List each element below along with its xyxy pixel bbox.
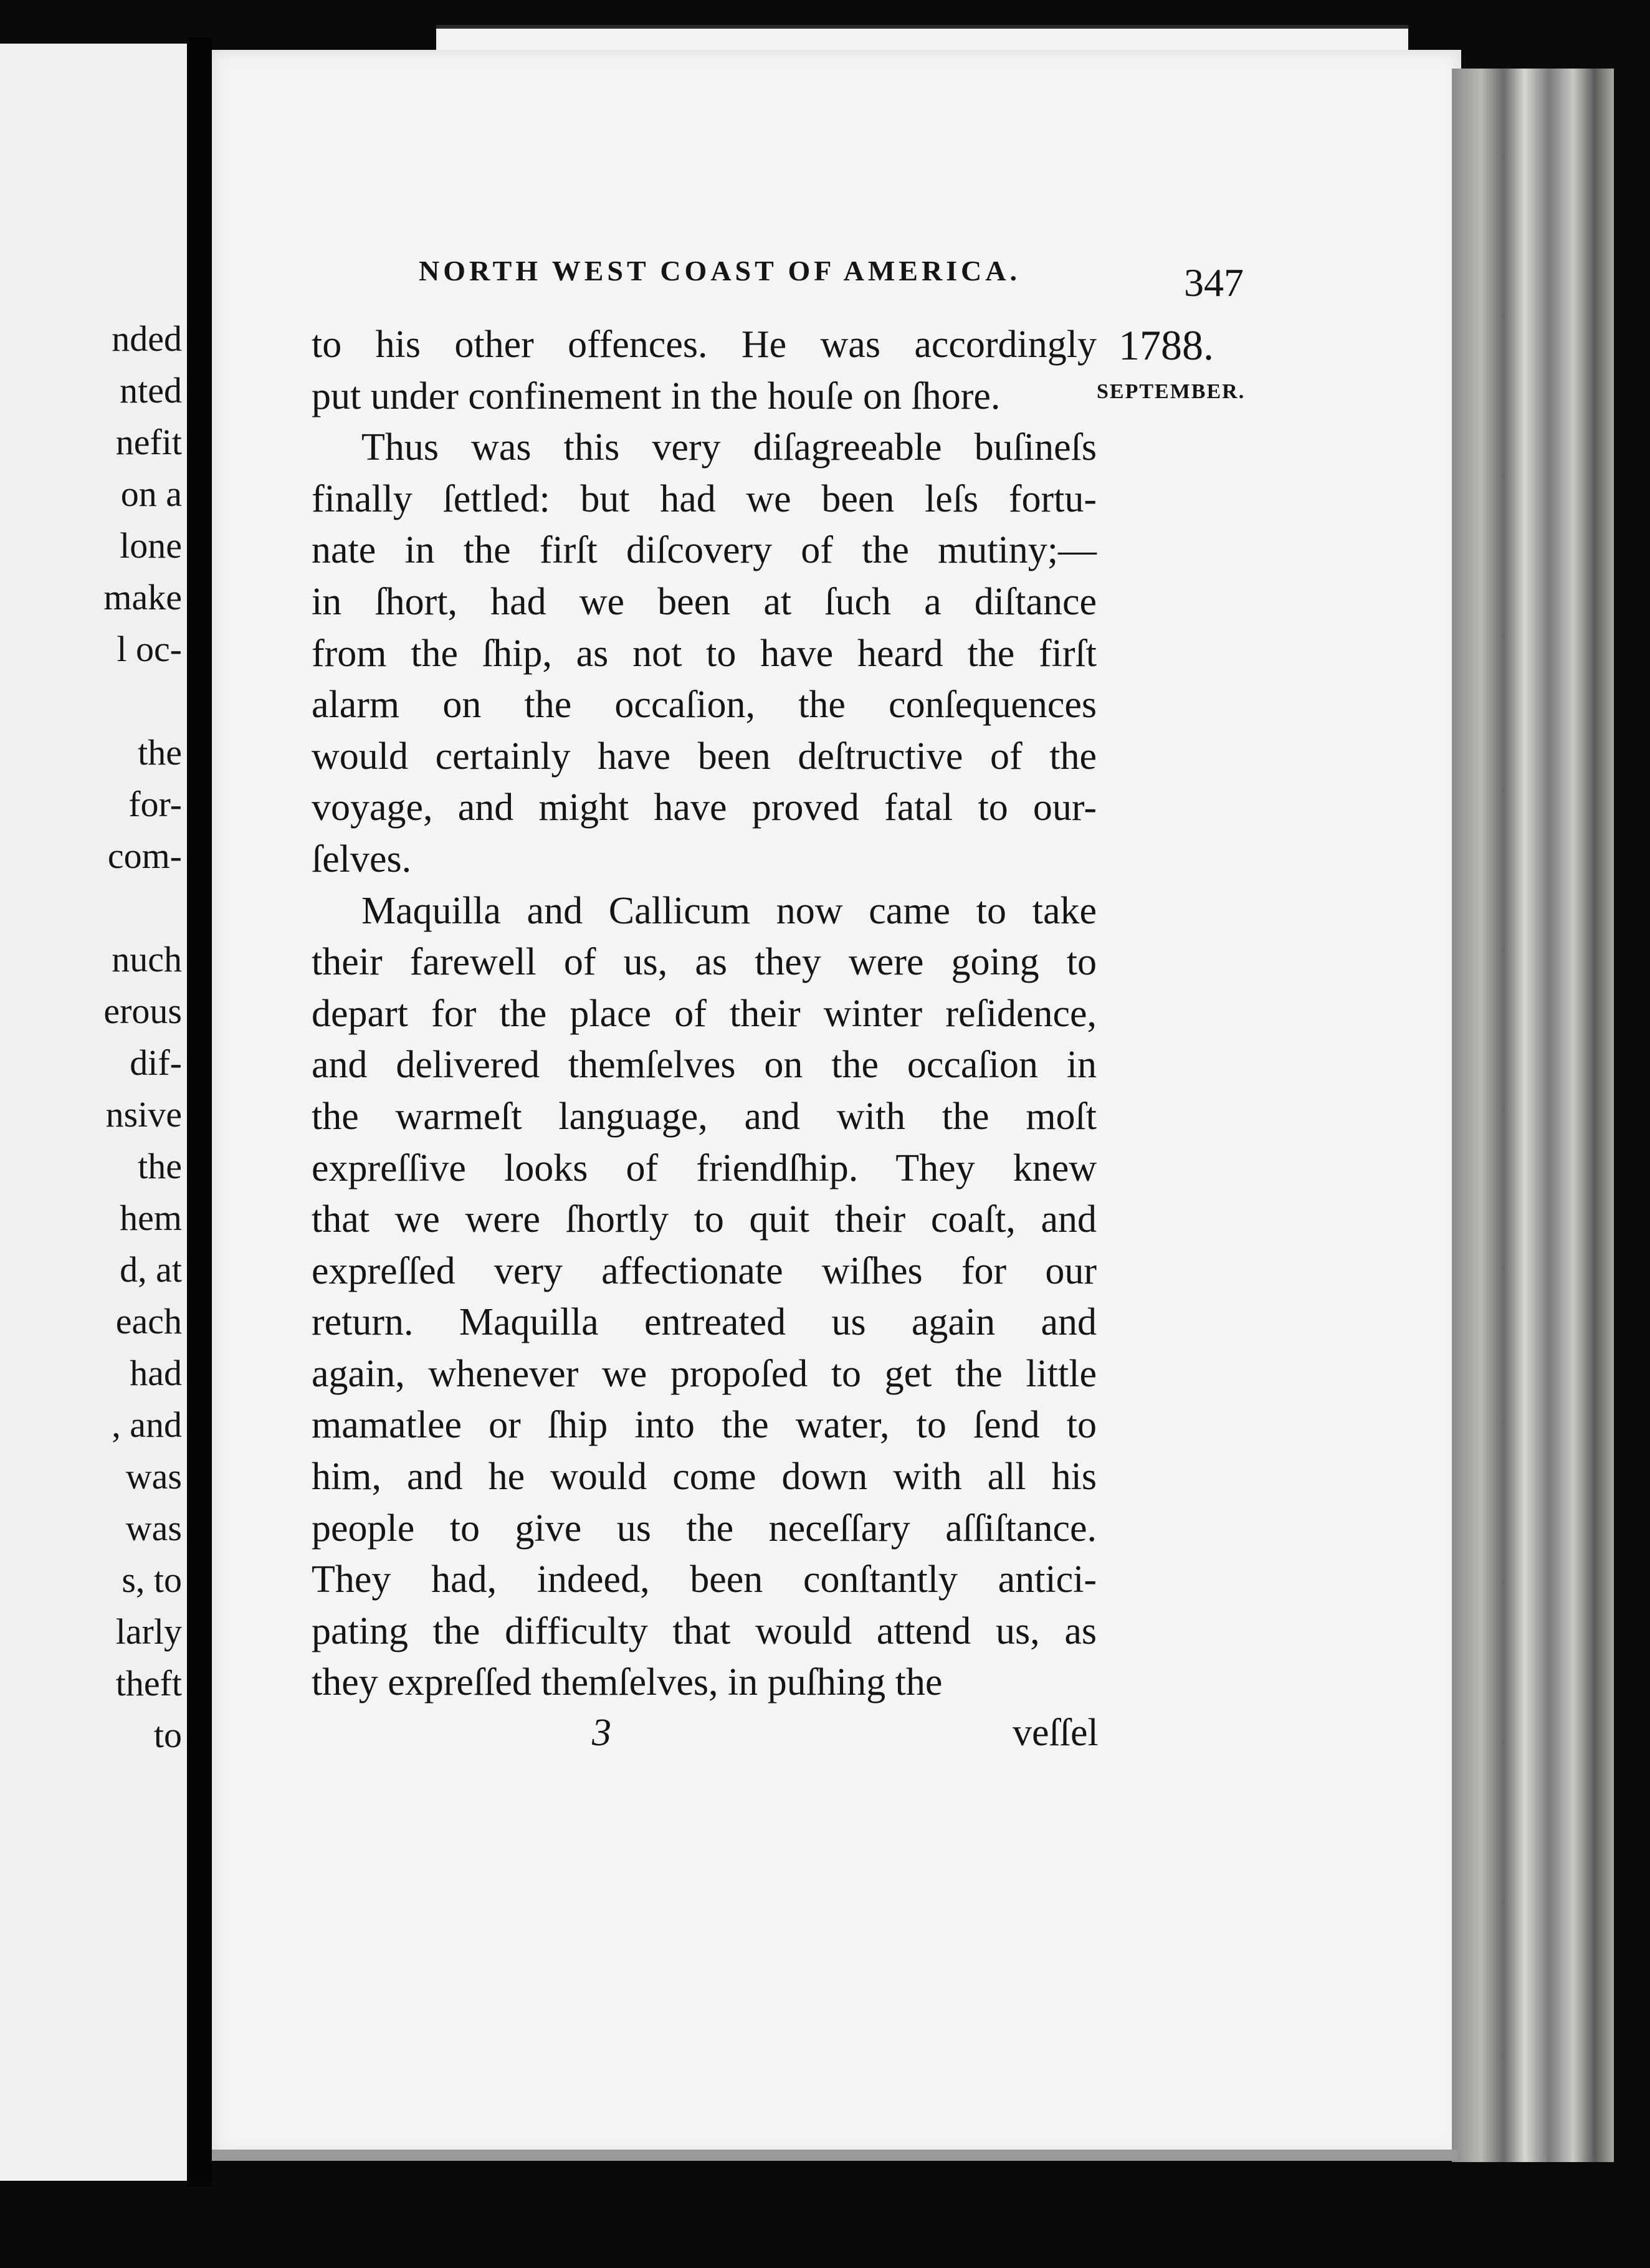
left-page-fragment: the (138, 732, 182, 773)
body-text (312, 319, 1097, 1708)
text-line: from the ſhip, as not to have heard the firſt (312, 632, 1097, 675)
page-number: 347 (1184, 260, 1244, 305)
left-page-fragment: com- (107, 836, 182, 876)
left-page-fragment: d, at (120, 1249, 182, 1290)
text-line: voyage, and might have proved fatal to our- (312, 786, 1097, 829)
text-line: would certainly have been deſtructive of the (312, 735, 1097, 778)
left-page-fragment: on a (120, 474, 182, 514)
left-page-fragment: each (115, 1301, 182, 1341)
left-page-fragment: erous (103, 991, 182, 1031)
signature-mark: 3 (592, 1712, 611, 1754)
left-page-fragment: was (125, 1508, 182, 1548)
left-page-fragment: nsive (105, 1094, 182, 1135)
catchword: veſſel (1013, 1712, 1099, 1754)
text-line: mamatlee or ſhip into the water, to ſend to (312, 1404, 1097, 1447)
text-line: ſelves. (312, 837, 412, 880)
text-line: put under confinement in the houſe on ſhore. (312, 374, 1001, 417)
text-line: depart for the place of their winter reſidence, (312, 992, 1097, 1035)
left-page-fragment: to (153, 1715, 182, 1755)
left-page-fragment: had (130, 1353, 182, 1393)
text-line: finally ſettled: but had we been leſs fortu- (312, 477, 1097, 520)
left-page-fragment: lone (120, 525, 182, 566)
left-page-fragment: theft (115, 1663, 182, 1703)
text-line: in ſhort, had we been at ſuch a diſtance (312, 580, 1097, 623)
left-page-fragment: was (125, 1456, 182, 1497)
text-line: people to give us the neceſſary aſſiſtance. (312, 1507, 1097, 1550)
text-line: Thus was this very diſagreeable buſineſs (361, 426, 1097, 469)
left-page-fragment: hem (120, 1198, 182, 1238)
bottom-page-edge (212, 2150, 1458, 2161)
text-line: return. Maquilla entreated us again and (312, 1301, 1097, 1344)
left-page-fragment: nefit (115, 422, 182, 462)
text-line: expreſſive looks of friendſhip. They knew (312, 1146, 1097, 1189)
running-head: NORTH WEST COAST OF AMERICA. (418, 255, 1021, 287)
margin-year: 1788. (1118, 322, 1214, 369)
left-page-fragment: make (103, 577, 182, 617)
left-page-fragment: larly (115, 1611, 182, 1652)
left-page-fragment: for- (128, 784, 182, 824)
text-line: pating the difficulty that would attend us, as (312, 1609, 1097, 1652)
left-facing-page (0, 44, 191, 2181)
left-page-fragment: nted (120, 370, 182, 411)
text-line: again, whenever we propoſed to get the little (312, 1352, 1097, 1395)
text-line: to his other offences. He was accordingly (312, 323, 1097, 366)
text-line: nate in the firſt diſcovery of the mutiny;— (312, 529, 1097, 572)
page-block-edges (1452, 69, 1614, 2162)
left-page-fragment: , and (112, 1404, 182, 1445)
left-page-fragment: s, to (122, 1560, 182, 1600)
text-line: Maquilla and Callicum now came to take (361, 889, 1097, 932)
text-line: that we were ſhortly to quit their coaſt, and (312, 1198, 1097, 1241)
margin-month: SEPTEMBER. (1097, 380, 1246, 403)
left-page-fragment: nded (112, 318, 182, 359)
left-page-fragment: the (138, 1146, 182, 1186)
text-line: their farewell of us, as they were going to (312, 941, 1097, 984)
left-page-fragment: nuch (112, 939, 182, 979)
left-page-fragment: l oc- (117, 629, 182, 669)
text-line: and delivered themſelves on the occaſion in (312, 1044, 1097, 1087)
text-line: they expreſſed themſelves, in puſhing the (312, 1661, 943, 1704)
text-line: expreſſed very affectionate wiſhes for our (312, 1249, 1097, 1292)
left-page-fragment: dif- (130, 1042, 182, 1083)
book-gutter (187, 37, 212, 2187)
text-line: alarm on the occaſion, the conſequences (312, 684, 1097, 727)
text-line: They had, indeed, been conſtantly antici- (312, 1558, 1097, 1601)
text-line: him, and he would come down with all his (312, 1456, 1097, 1498)
text-line: the warmeſt language, and with the moſt (312, 1095, 1097, 1138)
